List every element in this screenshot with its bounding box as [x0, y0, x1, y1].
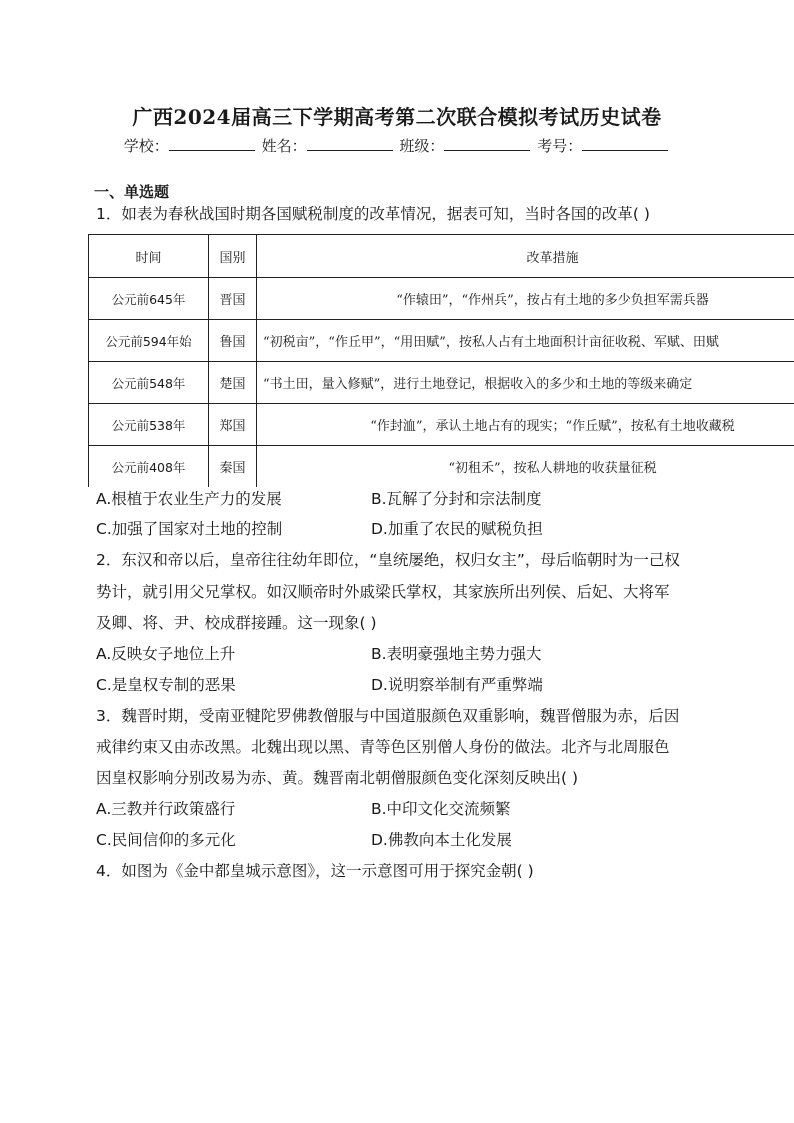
school-label: 学校：	[123, 137, 169, 155]
header-measures: 改革措施	[257, 235, 794, 278]
question-4-stem: 4．如图为《金中都皇城示意图》，这一示意图可用于探究金朝( )	[96, 862, 534, 880]
q1-option-b[interactable]: B.瓦解了分封和宗法制度	[371, 490, 542, 508]
question-2-line: 2．东汉和帝以后，皇帝往往幼年即位，“皇统屡绝，权归女主”，母后临朝时为一己权	[96, 551, 680, 569]
exam-number-blank[interactable]	[582, 136, 668, 151]
q3-option-c[interactable]: C.民间信仰的多元化	[96, 831, 236, 849]
table-row	[89, 278, 794, 320]
cell-time: 公元前538年	[89, 404, 209, 446]
q1-option-c[interactable]: C.加强了国家对土地的控制	[96, 520, 283, 538]
table-row	[89, 404, 794, 446]
page-title: 广西2024届高三下学期高考第二次联合模拟考试历史试卷	[132, 105, 662, 129]
q3-option-b[interactable]: B.中印文化交流频繁	[371, 800, 511, 818]
table-row	[89, 362, 794, 404]
question-2-line: 势计，就引用父兄掌权。如汉顺帝时外戚梁氏掌权，其家族所出列侯、后妃、大将军	[96, 583, 670, 601]
q2-option-b[interactable]: B.表明豪强地主势力强大	[371, 645, 542, 663]
question-2-line: 及卿、将、尹、校成群接踵。这一现象( )	[96, 614, 377, 632]
school-blank[interactable]	[169, 136, 255, 151]
cell-measure: “书土田，量入修赋”，进行土地登记，根据收入的多少和土地的等级来确定	[257, 362, 794, 404]
cell-time: 公元前548年	[89, 362, 209, 404]
q1-option-d[interactable]: D.加重了农民的赋税负担	[371, 520, 543, 538]
cell-time: 公元前645年	[89, 278, 209, 320]
cell-measure: “初租禾”，按私人耕地的收获量征税	[257, 446, 794, 488]
class-label: 班级：	[399, 137, 445, 155]
name-blank[interactable]	[307, 136, 393, 151]
student-info-line	[0, 135, 794, 156]
cell-state: 秦国	[209, 446, 257, 488]
reform-table	[88, 234, 794, 487]
reform-table-container	[88, 234, 794, 487]
cell-time: 公元前594年始	[89, 320, 209, 362]
question-1-stem: 1．如表为春秋战国时期各国赋税制度的改革情况，据表可知，当时各国的改革( )	[96, 205, 650, 223]
cell-time: 公元前408年	[89, 446, 209, 488]
q2-option-c[interactable]: C.是皇权专制的恶果	[96, 676, 236, 694]
table-row	[89, 446, 794, 488]
question-3-line: 戒律约束又由赤改黑。北魏出现以黑、青等色区别僧人身份的做法。北齐与北周服色	[96, 738, 670, 756]
header-time: 时间	[89, 235, 209, 278]
q2-option-a[interactable]: A.反映女子地位上升	[96, 645, 236, 663]
q3-option-d[interactable]: D.佛教向本土化发展	[371, 831, 512, 849]
question-3-line: 3．魏晋时期，受南亚犍陀罗佛教僧服与中国道服颜色双重影响，魏晋僧服为赤，后因	[96, 707, 680, 725]
section-title: 一、单选题	[94, 183, 170, 201]
cell-measure: “作辕田”，“作州兵”，按占有土地的多少负担军需兵器	[257, 278, 794, 320]
cell-state: 鲁国	[209, 320, 257, 362]
q3-option-a[interactable]: A.三教并行政策盛行	[96, 800, 236, 818]
name-label: 姓名：	[261, 137, 307, 155]
table-header-row	[89, 235, 794, 278]
question-3-line: 因皇权影响分别改易为赤、黄。魏晋南北朝僧服颜色变化深刻反映出( )	[96, 769, 579, 787]
class-blank[interactable]	[444, 136, 530, 151]
q2-option-d[interactable]: D.说明察举制有严重弊端	[371, 676, 543, 694]
header-state: 国别	[209, 235, 257, 278]
cell-state: 晋国	[209, 278, 257, 320]
q1-option-a[interactable]: A.根植于农业生产力的发展	[96, 490, 282, 508]
cell-measure: “初税亩”，“作丘甲”，“用田赋”，按私人占有土地面积计亩征收税、军赋、田赋	[257, 320, 794, 362]
exam-number-label: 考号：	[537, 137, 583, 155]
cell-measure: “作封洫”，承认土地占有的现实；“作丘赋”，按私有土地收藏税	[257, 404, 794, 446]
cell-state: 楚国	[209, 362, 257, 404]
table-row	[89, 320, 794, 362]
cell-state: 郑国	[209, 404, 257, 446]
